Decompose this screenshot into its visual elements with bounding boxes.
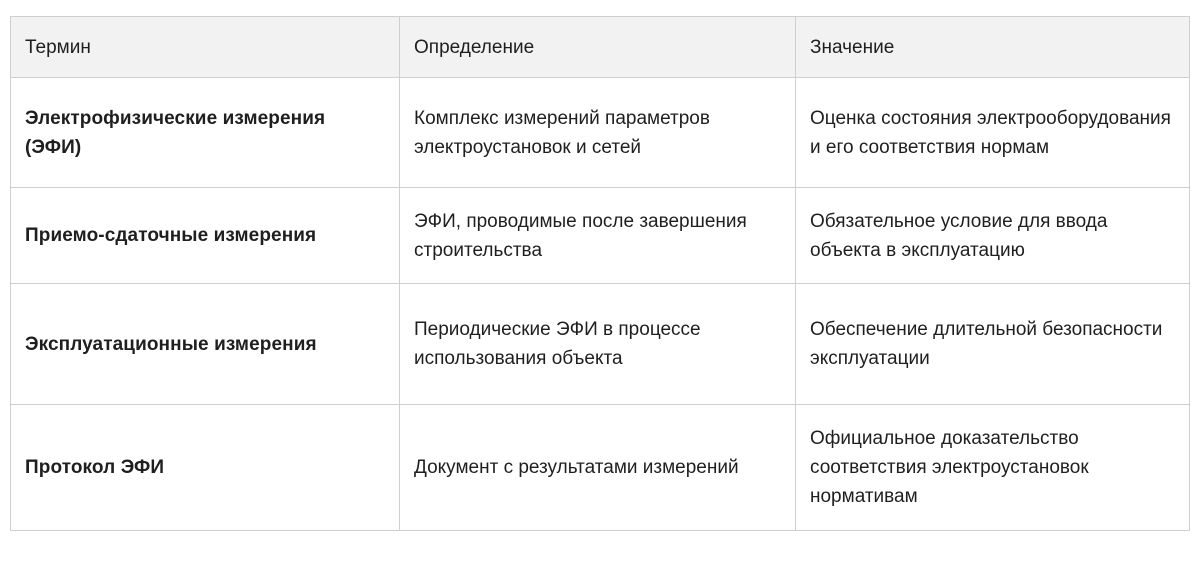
meaning-cell: Официальное доказательство соответствия электроустановок нормативам: [796, 405, 1190, 531]
meaning-cell: Оценка состояния электрооборудования и его соответствия нормам: [796, 78, 1190, 188]
header-meaning: Значение: [796, 17, 1190, 78]
definition-cell: Периодические ЭФИ в процессе использования объекта: [400, 284, 796, 405]
terms-table: [10, 16, 1190, 531]
header-definition: Определение: [400, 17, 796, 78]
definition-cell: Документ с результатами измерений: [400, 405, 796, 531]
definition-cell: Комплекс измерений параметров электроустановок и сетей: [400, 78, 796, 188]
table-row: [11, 405, 1190, 531]
term-cell: Приемо-сдаточные измерения: [11, 188, 400, 284]
table-row: [11, 188, 1190, 284]
term-cell: Эксплуатационные измерения: [11, 284, 400, 405]
table-row: [11, 284, 1190, 405]
table-row: [11, 78, 1190, 188]
term-cell: Электрофизические измерения (ЭФИ): [11, 78, 400, 188]
header-term: Термин: [11, 17, 400, 78]
term-cell: Протокол ЭФИ: [11, 405, 400, 531]
definition-cell: ЭФИ, проводимые после завершения строительства: [400, 188, 796, 284]
table-header-row: [11, 17, 1190, 78]
meaning-cell: Обязательное условие для ввода объекта в эксплуатацию: [796, 188, 1190, 284]
meaning-cell: Обеспечение длительной безопасности эксплуатации: [796, 284, 1190, 405]
